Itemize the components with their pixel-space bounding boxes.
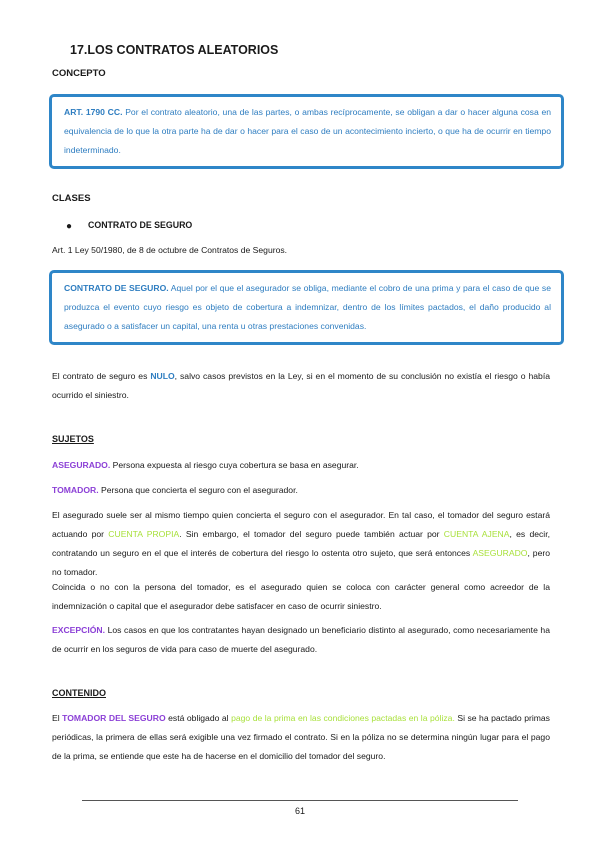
contenido-paragraph xyxy=(52,709,550,766)
p1-c: , es decir, contratando un seguro en el que el interés de cobertura del riesgo lo ostenta otro sujeto, que será entonces xyxy=(52,529,550,558)
asegurado-paragraph xyxy=(52,456,550,475)
nulo-paragraph xyxy=(52,367,550,405)
p1-a: El asegurado suele ser al mismo tiempo quien concierta el seguro con el asegurador. En tal caso, el tomador del seguro estará actuando por xyxy=(52,510,550,539)
clases-heading: CLASES xyxy=(52,193,91,204)
excepcion-label: EXCEPCIÓN. xyxy=(52,625,106,635)
sujetos-heading: SUJETOS xyxy=(52,434,94,444)
art-1790-label: ART. 1790 CC. xyxy=(64,107,123,117)
tomador-label: TOMADOR. xyxy=(52,485,99,495)
concepto-heading: CONCEPTO xyxy=(52,68,106,79)
excepcion-text: Los casos en que los contratantes hayan designado un beneficiario distinto al asegurado, como necesariamente ha de ocurrir en los seguros de vida para caso de muerte del asegurado. xyxy=(52,625,550,654)
nulo-pre: El contrato de seguro es xyxy=(52,371,151,381)
tomador-del-seguro: TOMADOR DEL SEGURO xyxy=(62,713,166,723)
cuenta-ajena: CUENTA AJENA xyxy=(443,529,510,539)
bullet-icon: ● xyxy=(66,221,73,232)
asegurado-label: ASEGURADO. xyxy=(52,460,111,470)
contrato-seguro-bullet: CONTRATO DE SEGURO xyxy=(88,220,193,230)
contenido-pre: El xyxy=(52,713,63,723)
excepcion-paragraph xyxy=(52,621,550,659)
tomador-paragraph xyxy=(52,481,550,500)
contenido-heading: CONTENIDO xyxy=(52,688,106,698)
asegurado-highlight: ASEGURADO xyxy=(472,548,528,558)
footer-divider xyxy=(82,800,518,801)
art-reference: Art. 1 Ley 50/1980, de 8 de octubre de Contratos de Seguros. xyxy=(52,245,288,255)
cuenta-propia: CUENTA PROPIA xyxy=(108,529,180,539)
asegurado-text: Persona expuesta al riesgo cuya cobertura se basa en asegurar. xyxy=(110,460,359,470)
concepto-box xyxy=(49,94,564,169)
page-title: 17.LOS CONTRATOS ALEATORIOS xyxy=(70,43,279,57)
concepto-text: Por el contrato aleatorio, una de las partes, o ambas recíprocamente, se obligan a dar o hacer alguna cosa en equivalencia de lo que la otra parte ha de dar o hacer para el caso de un acontecimiento incierto, o que ha de ocurrir en tiempo indeterminado. xyxy=(64,107,552,155)
pago-prima: pago de la prima en las condiciones pactadas en la póliza. xyxy=(231,713,455,723)
contenido-post: Si se ha pactado primas periódicas, la primera de ellas será exigible una vez firmado el contrato. Si en la póliza no se determina ningún lugar para el pago de la prima, se entiende que este ha de hacerse en el domicilio del tomador del seguro. xyxy=(52,713,550,761)
contenido-mid: está obligado al xyxy=(165,713,232,723)
p1-d: , pero no tomador. xyxy=(52,548,550,577)
nulo-word: NULO xyxy=(150,371,175,381)
p1-b: . Sin embargo, el tomador del seguro puede también actuar por xyxy=(179,529,444,539)
contrato-seguro-text: Aquel por el que el asegurador se obliga, mediante el cobro de una prima y para el caso de que se produzca el evento cuyo riesgo es objeto de cobertura a indemnizar, dentro de los límites pactados, el daño producido al asegurado o a satisfacer un capital, una renta u otras prestaciones convenidas. xyxy=(64,283,551,331)
contrato-seguro-label: CONTRATO DE SEGURO. xyxy=(64,283,169,293)
nulo-post: , salvo casos previstos en la Ley, si en el momento de su conclusión no existía el riesgo o había ocurrido el siniestro. xyxy=(52,371,550,400)
contrato-seguro-box xyxy=(49,270,564,345)
page-number: 61 xyxy=(294,806,305,816)
cuenta-paragraph xyxy=(52,506,550,582)
coincida-paragraph: Coincida o no con la persona del tomador, es el asegurado quien se coloca con carácter general como acreedor de la indemnización o capital que el asegurador debe satisfacer en caso de ocurrir siniestro. xyxy=(52,582,550,611)
tomador-text: Persona que concierta el seguro con el asegurador. xyxy=(98,485,298,495)
